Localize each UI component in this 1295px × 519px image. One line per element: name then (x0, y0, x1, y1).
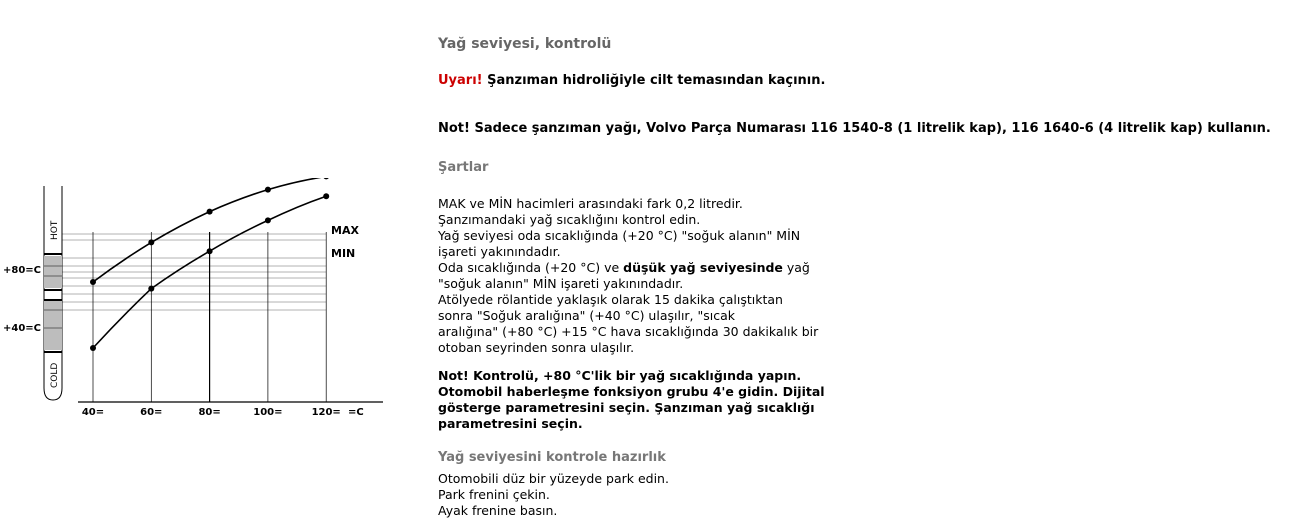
data-point (207, 209, 213, 215)
text-line: "soğuk alanın" MİN işareti yakınındadır. (438, 276, 684, 291)
x-tick-label: 60= (140, 407, 163, 418)
data-point (148, 286, 154, 292)
text-segment: Oda sıcaklığında (+20 °C) ve (438, 260, 624, 275)
text-line: MAK ve MİN hacimleri arasındaki fark 0,2 litredir. (438, 196, 743, 211)
hot-label: HOT (50, 220, 60, 240)
text-line: sonra "Soğuk aralığına" (+40 °C) ulaşılır, "sıcak (438, 308, 736, 323)
data-point (323, 178, 329, 179)
cold-zone (44, 300, 62, 350)
warning-prefix: Uyarı! (438, 73, 483, 88)
hot-zone (44, 256, 62, 288)
data-point (148, 239, 154, 245)
warning-message (438, 73, 825, 88)
text-line: Otomobili düz bir yüzeyde park edin. (438, 471, 669, 486)
text-line: Otomobil haberleşme fonksiyon grubu 4'e gidin. Dijital (438, 384, 825, 399)
min-label: MIN (331, 247, 356, 260)
text-line: otoban seyrinden sonra ulaşılır. (438, 340, 635, 355)
preparation-heading: Yağ seviyesini kontrole hazırlık (438, 450, 666, 465)
warning-text: Şanzıman hidroliğiyle cilt temasından kaçının. (482, 73, 826, 88)
text-line: Şanzımandaki yağ sıcaklığını kontrol edin. (438, 212, 701, 227)
max-label: MAX (331, 224, 359, 237)
data-point (265, 217, 271, 223)
text-line: Park frenini çekin. (438, 487, 550, 502)
text-line (438, 260, 818, 276)
text-line: Not! Kontrolü, +80 °C'lik bir yağ sıcaklığında yapın. (438, 368, 802, 383)
text-line: Yağ seviyesi oda sıcaklığında (+20 °C) "soğuk alanın" MİN (438, 228, 801, 243)
cold-label: COLD (50, 362, 60, 388)
x-tick-label: 120= (311, 407, 341, 418)
text-line: işareti yakınındadır. (438, 244, 561, 259)
x-tick-labels (82, 407, 341, 418)
data-point (90, 345, 96, 351)
data-point (90, 279, 96, 285)
parts-note: Not! Sadece şanzıman yağı, Volvo Parça Numarası 116 1540-8 (1 litrelik kap), 116 1640-6 (4 litrelik kap) kullanın. (438, 121, 1271, 136)
text-line: Ayak frenine basın. (438, 503, 558, 518)
x-tick-label: 100= (253, 407, 283, 418)
temp-80-label: +80=C (3, 265, 42, 276)
text-segment: yağ (782, 260, 810, 275)
conditions-heading: Şartlar (438, 160, 489, 175)
oil-level-diagram (0, 178, 400, 428)
temperature-note (438, 368, 825, 432)
dipstick (44, 186, 62, 400)
text-line: parametresini seçin. (438, 416, 583, 431)
x-tick-label: 80= (198, 407, 221, 418)
text-line: Atölyede rölantide yaklaşık olarak 15 dakika çalıştıktan (438, 292, 783, 307)
data-point (265, 187, 271, 193)
x-tick-label: 40= (81, 407, 105, 418)
data-point (323, 193, 329, 199)
low-oil-emphasis: düşük yağ seviyesinde (623, 260, 783, 275)
x-unit-label: =C (348, 407, 364, 418)
page-title: Yağ seviyesi, kontrolü (438, 36, 612, 52)
temp-40-label: +40=C (3, 323, 42, 334)
conditions-text (438, 196, 818, 356)
data-point (207, 248, 213, 254)
preparation-text (438, 471, 669, 519)
text-line: aralığına" (+80 °C) +15 °C hava sıcaklığında 30 dakikalık bir (438, 324, 819, 339)
text-line: gösterge parametresini seçin. Şanzıman yağ sıcaklığı (438, 400, 815, 415)
